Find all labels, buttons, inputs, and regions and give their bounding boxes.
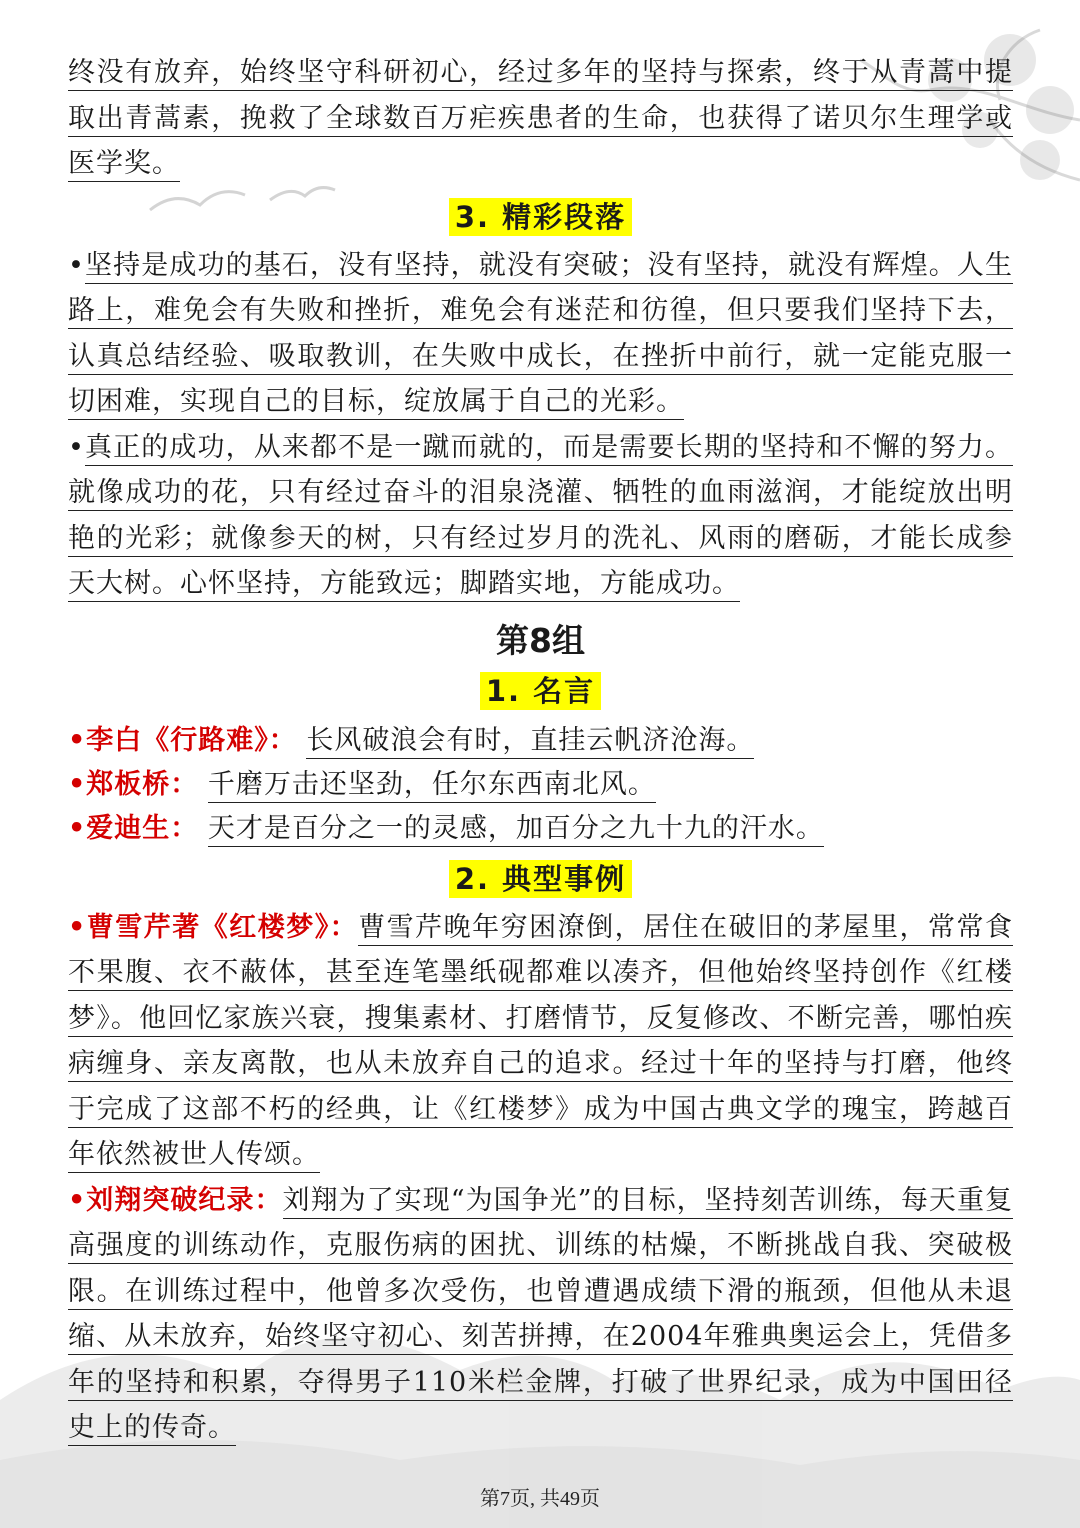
- example-title: 曹雪芹著《红楼梦》：: [86, 911, 359, 943]
- section3-paragraph: •坚持是成功的基石，没有坚持，就没有突破；没有坚持，就没有辉煌。人生路上，难免会有失败和挫折，难免会有迷茫和彷徨，但只要我们坚持下去，认真总结经验、吸取教训，在失败中成长，在挫折中前行，就一定能克服一切困难，实现自己的目标，绽放属于自己的光彩。: [68, 243, 1013, 425]
- quote-text: 千磨万击还坚劲，任尔东西南北风。: [208, 769, 656, 803]
- top-paragraph: 终没有放弃，始终坚守科研初心，经过多年的坚持与探索，终于从青蒿中提取出青蒿素，挽救了全球数百万疟疾患者的生命，也获得了诺贝尔生理学或医学奖。: [68, 50, 1013, 187]
- quote-author: 爱迪生：: [86, 812, 199, 844]
- example-text: 曹雪芹晚年穷困潦倒，居住在破旧的茅屋里，常常食不果腹、衣不蔽体，甚至连笔墨纸砚都难以凑齐，但他始终坚持创作《红楼梦》。他回忆家族兴衰，搜集素材、打磨情节，反复修改、不断完善，哪怕疾病缠身、亲友离散，也从未放弃自己的追求。经过十年的坚持与打磨，他终于完成了这部不朽的经典，让《红楼梦》成为中国古典文学的瑰宝，跨越百年依然被世人传颂。: [68, 912, 1013, 1174]
- quotes-heading: 1. 名言: [68, 671, 1013, 711]
- example-item: •刘翔突破纪录：刘翔为了实现“为国争光”的目标，坚持刻苦训练，每天重复高强度的训练动作，克服伤病的困扰、训练的枯燥，不断挑战自我、突破极限。在训练过程中，他曾多次受伤，也曾遭遇成绩下滑的瓶颈，但他从未退缩、从未放弃，始终坚守初心、刻苦拼搏，在2004年雅典奥运会上，凭借多年的坚持和积累，夺得男子110米栏金牌，打破了世界纪录，成为中国田径史上的传奇。: [68, 1178, 1013, 1451]
- quote-item: •郑板桥： 千磨万击还坚劲，任尔东西南北风。: [68, 763, 1013, 807]
- group-title: 第8组: [496, 620, 585, 660]
- quote-author: 郑板桥：: [86, 768, 199, 800]
- section3-paragraph: •真正的成功，从来都不是一蹴而就的，而是需要长期的坚持和不懈的努力。就像成功的花，只有经过奋斗的泪泉浇灌、牺牲的血雨滋润，才能绽放出明艳的光彩；就像参天的树，只有经过岁月的洗礼、风雨的磨砺，才能长成参天大树。心怀坚持，方能致远；脚踏实地，方能成功。: [68, 425, 1013, 607]
- quote-item: •爱迪生： 天才是百分之一的灵感，加百分之九十九的汗水。: [68, 807, 1013, 851]
- quote-author: 李白《行路难》：: [86, 724, 297, 756]
- quote-text: 长风破浪会有时，直挂云帆济沧海。: [306, 725, 754, 759]
- page-footer: 第7页, 共49页: [480, 1488, 600, 1510]
- example-title: 刘翔突破纪录：: [86, 1184, 283, 1216]
- examples-heading: 2. 典型事例: [68, 859, 1013, 899]
- page-content: [68, 50, 1013, 1451]
- example-item: •曹雪芹著《红楼梦》：曹雪芹晚年穷困潦倒，居住在破旧的茅屋里，常常食不果腹、衣不蔽体，甚至连笔墨纸砚都难以凑齐，但他始终坚持创作《红楼梦》。他回忆家族兴衰，搜集素材、打磨情节，反复修改、不断完善，哪怕疾病缠身、亲友离散，也从未放弃自己的追求。经过十年的坚持与打磨，他终于完成了这部不朽的经典，让《红楼梦》成为中国古典文学的瑰宝，跨越百年依然被世人传颂。: [68, 905, 1013, 1178]
- quote-item: •李白《行路难》： 长风破浪会有时，直挂云帆济沧海。: [68, 719, 1013, 763]
- example-text: 刘翔为了实现“为国争光”的目标，坚持刻苦训练，每天重复高强度的训练动作，克服伤病的困扰、训练的枯燥，不断挑战自我、突破极限。在训练过程中，他曾多次受伤，也曾遭遇成绩下滑的瓶颈，但他从未退缩、从未放弃，始终坚守初心、刻苦拼搏，在2004年雅典奥运会上，凭借多年的坚持和积累，夺得男子110米栏金牌，打破了世界纪录，成为中国田径史上的传奇。: [68, 1185, 1013, 1447]
- quote-text: 天才是百分之一的灵感，加百分之九十九的汗水。: [208, 813, 824, 847]
- section3-heading: 3. 精彩段落: [68, 197, 1013, 237]
